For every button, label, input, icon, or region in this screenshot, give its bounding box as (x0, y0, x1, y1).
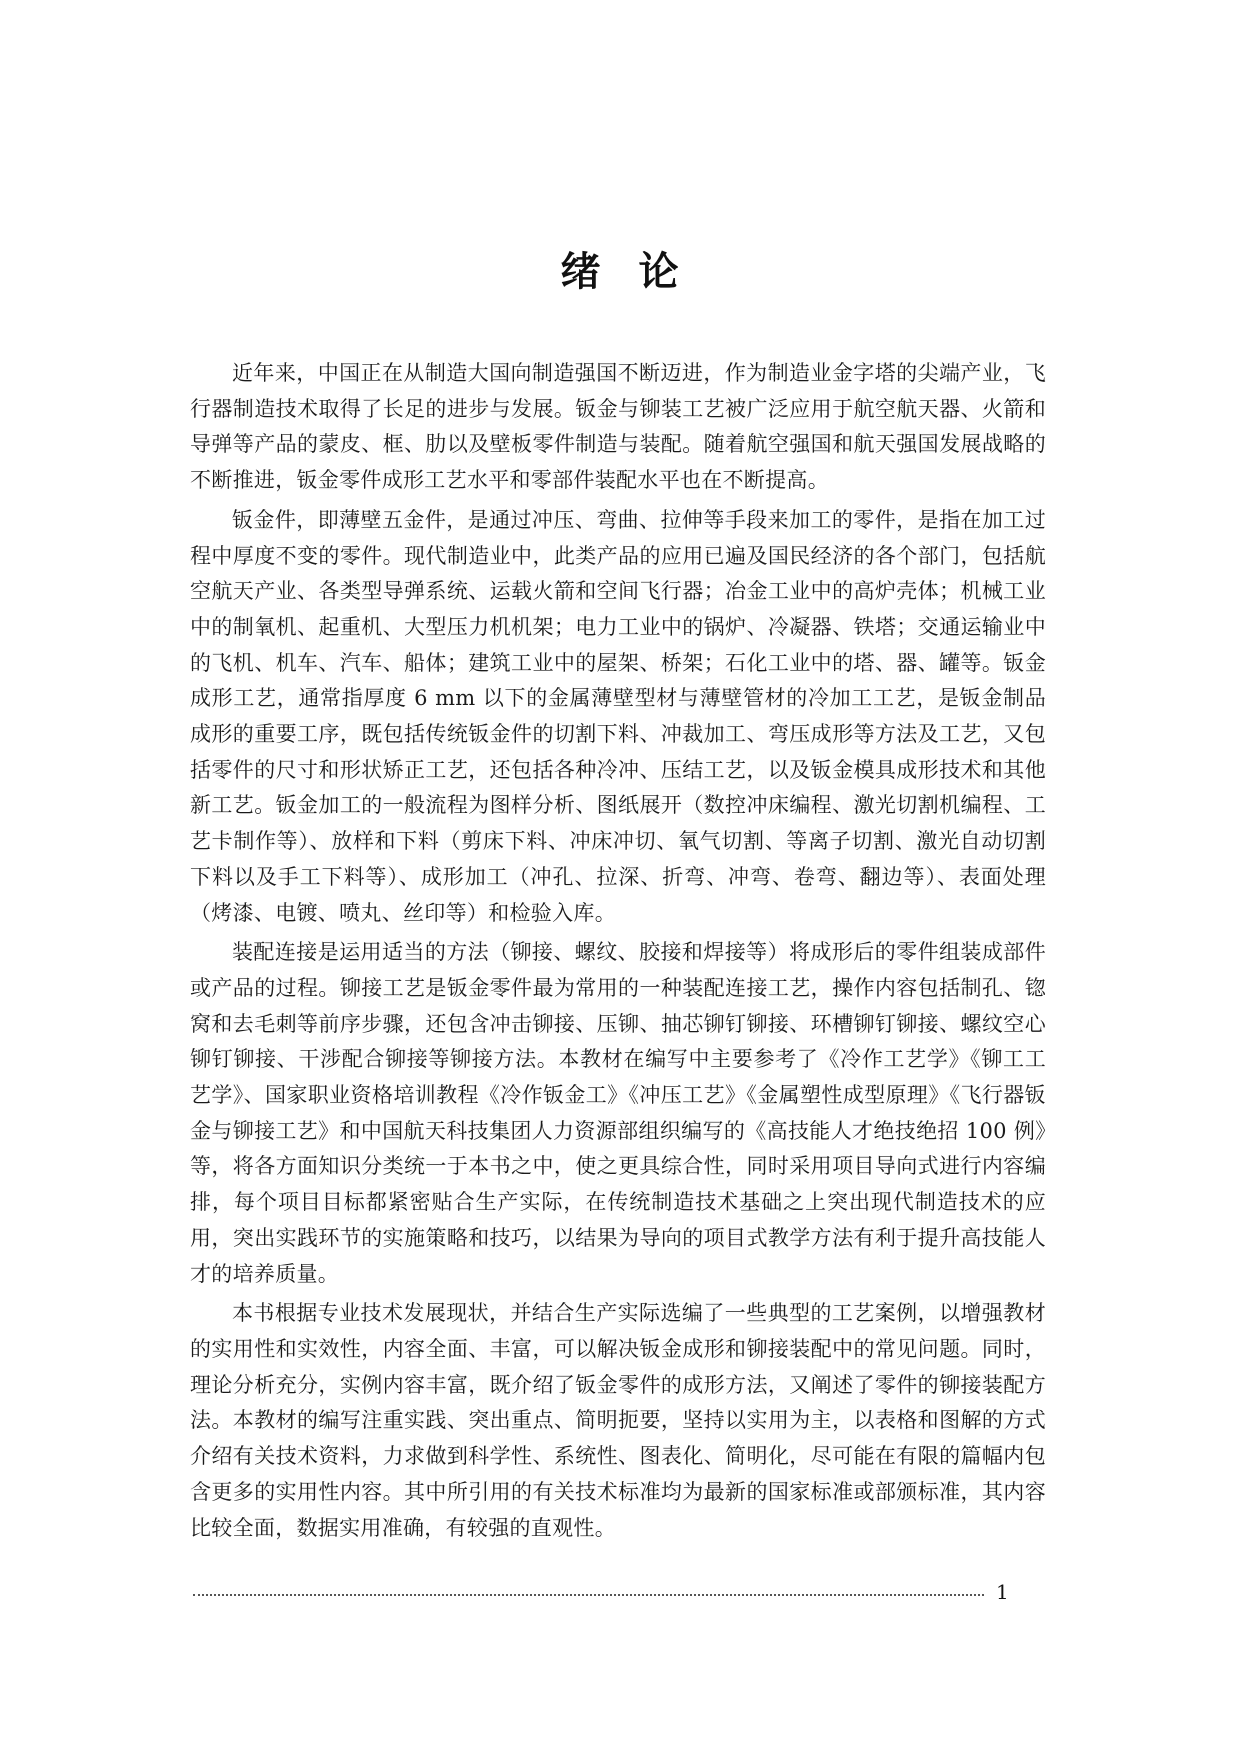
paragraph-intro: 近年来，中国正在从制造大国向制造强国不断迈进，作为制造业金字塔的尖端产业，飞行器制造技术取得了长足的进步与发展。钣金与铆装工艺被广泛应用于航空航天器、火箭和导弹等产品的蒙皮、框、肋以及壁板零件制造与装配。随着航空强国和航天强国发展战略的不断推进，钣金零件成形工艺水平和零部件装配水平也在不断提高。 (190, 361, 1046, 493)
page-title: 绪论 (560, 249, 717, 295)
paragraph-sheet-metal: 钣金件，即薄壁五金件，是通过冲压、弯曲、拉伸等手段来加工的零件，是指在加工过程中厚度不变的零件。现代制造业中，此类产品的应用已遍及国民经济的各个部门，包括航空航天产业、各类型导弹系统、运载火箭和空间飞行器；冶金工业中的高炉壳体；机械工业中的制氧机、起重机、大型压力机机架；电力工业中的锅炉、冷凝器、铁塔；交通运输业中的飞机、机车、汽车、船体；建筑工业中的屋架、桥架；石化工业中的塔、器、罐等。钣金成形工艺，通常指厚度 6 mm 以下的金属薄壁型材与薄壁管材的冷加工工艺，是钣金制品成形的重要工序，既包括传统钣金件的切割下料、冲裁加工、弯压成形等方法及工艺，又包括零件的尺寸和形状矫正工艺，还包括各种冷冲、压结工艺，以及钣金模具成形技术和其他新工艺。钣金加工的一般流程为图样分析、图纸展开（数控冲床编程、激光切割机编程、工艺卡制作等）、放样和下料（剪床下料、冲床冲切、氧气切割、等离子切割、激光自动切割下料以及手工下料等）、成形加工（冲孔、拉深、折弯、冲弯、卷弯、翻边等）、表面处理（烤漆、电镀、喷丸、丝印等）和检验入库。 (190, 507, 1046, 925)
footer-dotted-rule (193, 1594, 984, 1596)
paragraph-assembly: 装配连接是运用适当的方法（铆接、螺纹、胶接和焊接等）将成形后的零件组装成部件或产品的过程。铆接工艺是钣金零件最为常用的一种装配连接工艺，操作内容包括制孔、锪窝和去毛刺等前序步骤，还包含冲击铆接、压铆、抽芯铆钉铆接、环槽铆钉铆接、螺纹空心铆钉铆接、干涉配合铆接等铆接方法。本教材在编写中主要参考了《冷作工艺学》《铆工工艺学》、国家职业资格培训教程《冷作钣金工》《冲压工艺》《金属塑性成型原理》《飞行器钣金与铆接工艺》和中国航天科技集团人力资源部组织编写的《高技能人才绝技绝招 100 例》等，将各方面知识分类统一于本书之中，使之更具综合性，同时采用项目导向式进行内容编排，每个项目目标都紧密贴合生产实际，在传统制造技术基础之上突出现代制造技术的应用，突出实践环节的实施策略和技巧，以结果为导向的项目式教学方法有利于提升高技能人才的培养质量。 (190, 940, 1046, 1286)
page-number: 1 (996, 1580, 1009, 1604)
body-text (190, 356, 1046, 1550)
paragraph-book-scope: 本书根据专业技术发展现状，并结合生产实际选编了一些典型的工艺案例，以增强教材的实用性和实效性，内容全面、丰富，可以解决钣金成形和铆接装配中的常见问题。同时，理论分析充分，实例内容丰富，既介绍了钣金零件的成形方法，又阐述了零件的铆接装配方法。本教材的编写注重实践、突出重点、简明扼要，坚持以实用为主，以表格和图解的方式介绍有关技术资料，力求做到科学性、系统性、图表化、简明化，尽可能在有限的篇幅内包含更多的实用性内容。其中所引用的有关技术标准均为最新的国家标准或部颁标准，其内容比较全面，数据实用准确，有较强的直观性。 (190, 1301, 1046, 1540)
